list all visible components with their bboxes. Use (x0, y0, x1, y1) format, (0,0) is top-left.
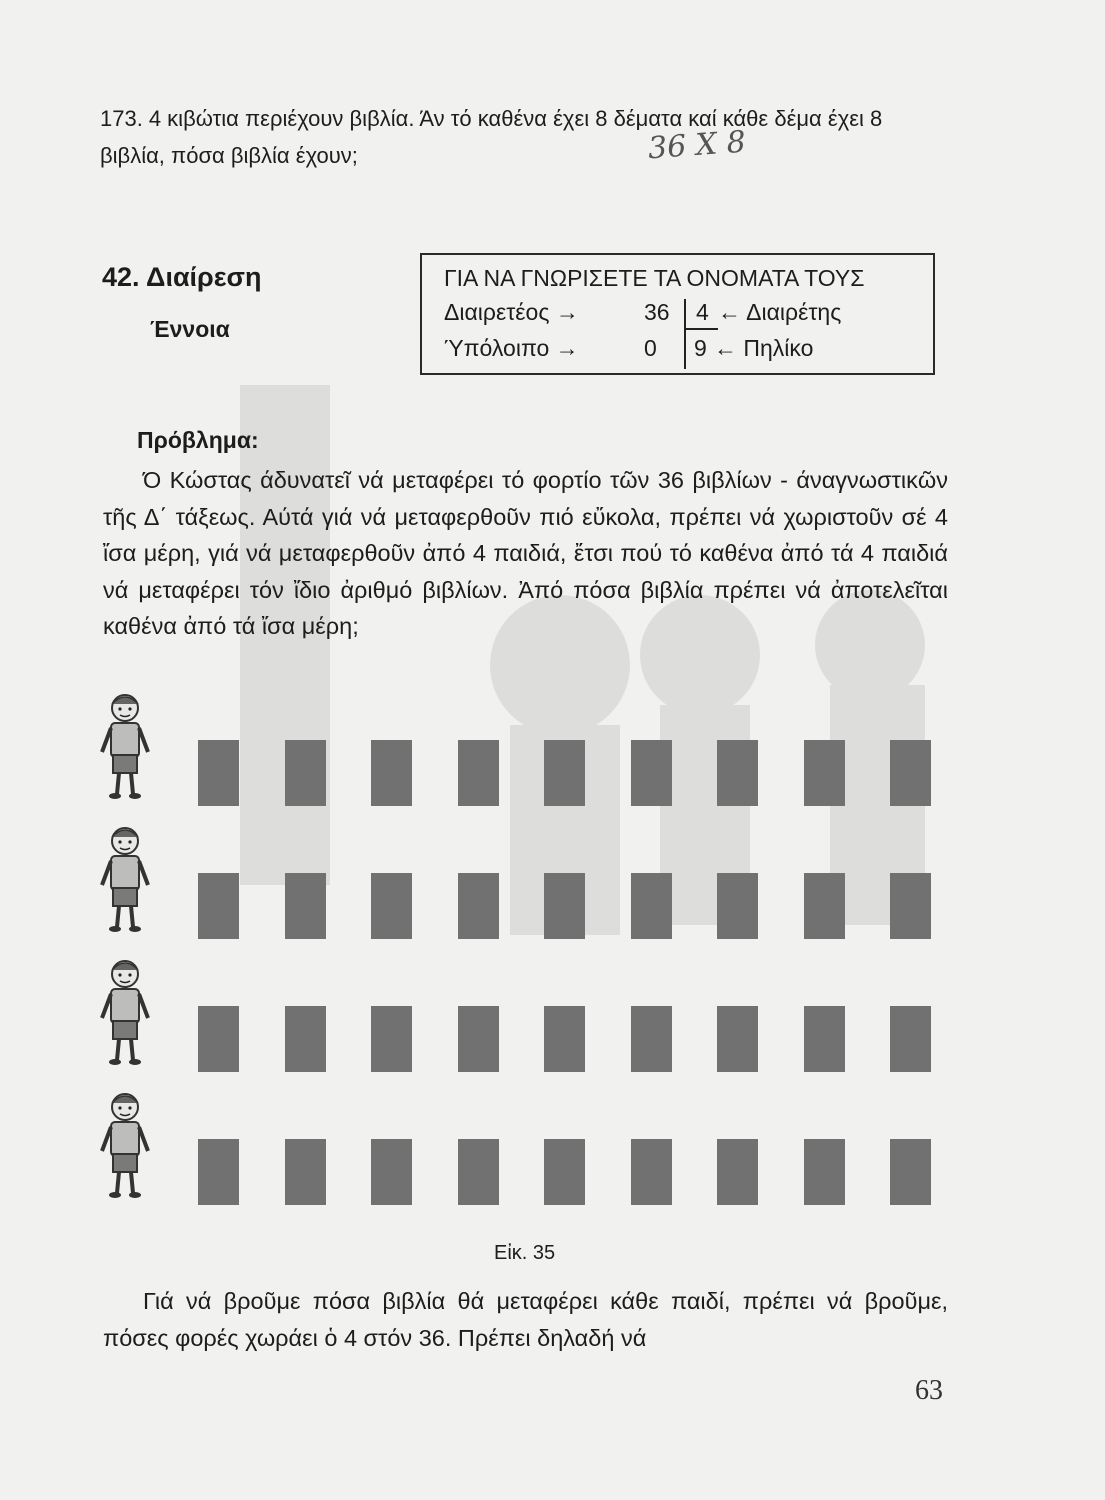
child-row (95, 1089, 955, 1199)
figure-35 (95, 690, 955, 1220)
child-figure (95, 956, 155, 1066)
book (717, 1139, 758, 1205)
dividend-value: 36 (644, 299, 670, 325)
book (371, 740, 412, 806)
book (890, 873, 931, 939)
book (285, 1139, 326, 1205)
book (544, 873, 585, 939)
exercise-text: 4 κιβώτια περιέχουν βιβλία. Άν τό καθένα έχει 8 δέματα καί κάθε δέμα έχει 8 βιβλία, πόσα βιβλία έχουν; (100, 106, 883, 168)
exercise-173 (100, 100, 950, 174)
book (717, 873, 758, 939)
book (285, 873, 326, 939)
book (631, 873, 672, 939)
child-figure (95, 1089, 155, 1199)
quotient-label: ← Πηλίκο (714, 335, 814, 361)
child-figure (95, 690, 155, 800)
names-box-title: ΓΙΑ ΝΑ ΓΝΩΡΙΣΕΤΕ ΤΑ ΟΝΟΜΑΤΑ ΤΟΥΣ (444, 265, 865, 291)
book (717, 740, 758, 806)
section-subtitle: Έννοια (150, 316, 230, 342)
page-number: 63 (915, 1375, 943, 1406)
book (198, 1139, 239, 1205)
book (631, 1139, 672, 1205)
divisor-value: 4 (696, 299, 709, 325)
handwritten-note: 36 Х 8 (646, 124, 747, 167)
figure-caption: Εἰκ. 35 (494, 1242, 556, 1264)
book (458, 1139, 499, 1205)
book (285, 740, 326, 806)
book (804, 1006, 845, 1072)
book (371, 873, 412, 939)
book (804, 1139, 845, 1205)
book (890, 1139, 931, 1205)
child-row (95, 823, 955, 933)
child-row (95, 690, 955, 800)
book (804, 873, 845, 939)
book (458, 873, 499, 939)
book (717, 1006, 758, 1072)
book (890, 1006, 931, 1072)
book (631, 740, 672, 806)
division-vertical-line (684, 299, 686, 369)
division-horizontal-line (684, 328, 718, 330)
book (458, 1006, 499, 1072)
problem-text: Ό Κώστας άδυνατεῖ νά μεταφέρει τό φορτίο τῶν 36 βιβλίων - άναγνωστικῶν τῆς Δ΄ τάξεως. Αύτά γιά νά μεταφερθοῦν πιό εὔκολα, πρέπει νά χωριστοῦν σέ 4 ἴσα μέρη, γιά νά μεταφερθοῦν ἀπό 4 παιδιά, ἔτσι πού τό καθένα ἀπό τά 4 παιδιά νά μεταφέρει τόν ἴδιο ἀριθμό βιβλίων. Ἀπό πόσα βιβλία πρέπει νά ἀποτελεῖται καθένα ἀπό τά ἴσα μέρη; (103, 467, 948, 639)
book (371, 1139, 412, 1205)
closing-paragraph: Γιά νά βροῦμε πόσα βιβλία θά μεταφέρει κάθε παιδί, πρέπει νά βροῦμε, πόσες φορές χωράει ὁ 4 στόν 36. Πρέπει δηλαδή νά (103, 1288, 948, 1351)
remainder-value: 0 (644, 335, 657, 361)
book (198, 873, 239, 939)
problem-title: Πρόβλημα: (137, 427, 259, 453)
book (371, 1006, 412, 1072)
quotient-value: 9 (694, 335, 707, 361)
divisor-label: ← Διαιρέτης (718, 299, 842, 325)
book (544, 740, 585, 806)
section-title: 42. Διαίρεση (102, 262, 262, 292)
book (804, 740, 845, 806)
book (631, 1006, 672, 1072)
book (458, 740, 499, 806)
division-names-box (420, 253, 935, 375)
book (890, 740, 931, 806)
child-row (95, 956, 955, 1066)
book (198, 740, 239, 806)
book (544, 1006, 585, 1072)
child-figure (95, 823, 155, 933)
book (198, 1006, 239, 1072)
book (544, 1139, 585, 1205)
exercise-number: 173. (100, 106, 143, 131)
dividend-label: Διαιρετέος → (444, 299, 579, 325)
remainder-label: Ύπόλοιπο → (444, 335, 579, 361)
book (285, 1006, 326, 1072)
